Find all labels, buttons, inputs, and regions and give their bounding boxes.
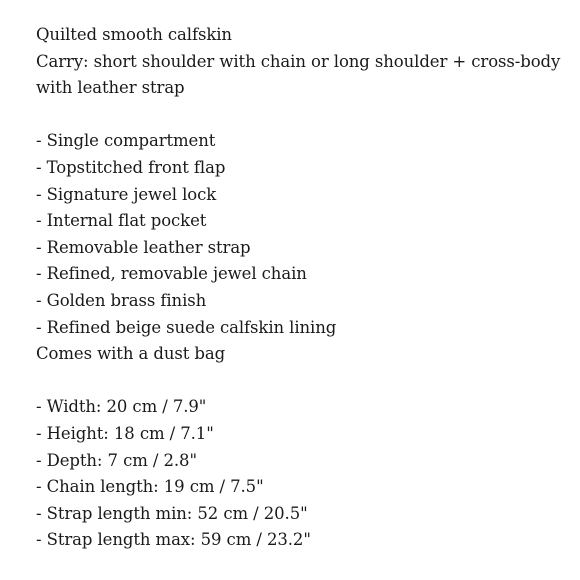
feature-item: - Golden brass finish	[36, 290, 207, 310]
feature-item: - Internal flat pocket	[36, 211, 207, 231]
material-line: Quilted smooth calfskin	[36, 25, 232, 44]
carry-line: Carry: short shoulder with chain or long shoulder + cross-body	[36, 51, 561, 71]
dimension-item: - Strap length min: 52 cm / 20.5"	[36, 503, 308, 523]
spacer	[36, 368, 566, 395]
feature-item: - Signature jewel lock	[36, 184, 217, 204]
dimension-item: - Strap length max: 59 cm / 23.2"	[36, 530, 311, 550]
feature-item: - Refined beige suede calfskin lining	[36, 317, 337, 337]
feature-item: - Topstitched front flap	[36, 157, 226, 177]
dimension-list	[36, 394, 566, 554]
feature-item: - Single compartment	[36, 131, 216, 151]
product-description	[36, 22, 566, 554]
spacer	[36, 102, 566, 129]
dimension-item: - Chain length: 19 cm / 7.5"	[36, 477, 264, 497]
dust-bag-note: Comes with a dust bag	[36, 344, 226, 364]
feature-item: - Refined, removable jewel chain	[36, 264, 307, 284]
carry-line-continued: with leather strap	[36, 78, 185, 98]
feature-item: - Removable leather strap	[36, 237, 251, 257]
dimension-item: - Height: 18 cm / 7.1"	[36, 423, 214, 443]
dimension-item: - Depth: 7 cm / 2.8"	[36, 450, 197, 470]
dimension-item: - Width: 20 cm / 7.9"	[36, 397, 207, 417]
feature-list	[36, 128, 566, 341]
